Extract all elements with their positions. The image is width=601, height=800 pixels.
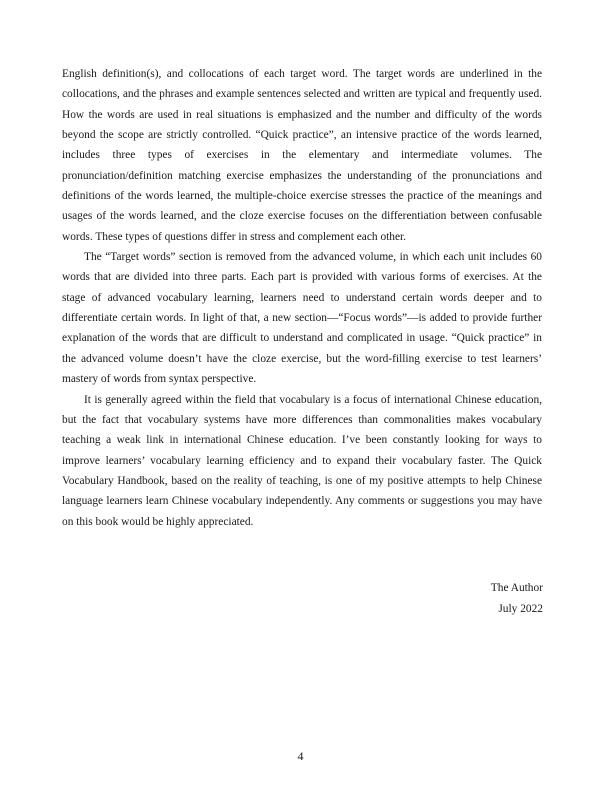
paragraph: The “Target words” section is removed from the advanced volume, in which each unit includes 60 words that are divided into three parts. Each part is provided with various forms of exercises. At the stage of advanced vocabulary learning, learners need to understand certain words deeper and to differentiate certain words. In light of that, a new section—“Focus words”—is added to provide further explanation of the words that are difficult to understand and complicated in usage. “Quick practice” in the advanced volume doesn’t have the cloze exercise, but the word-filling exercise to test learners’ mastery of words from syntax perspective. <box>62 251 542 386</box>
page-number: 4 <box>297 749 304 763</box>
signature-author: The Author <box>490 582 543 594</box>
signature-date: July 2022 <box>498 603 543 615</box>
paragraph: It is generally agreed within the field that vocabulary is a focus of international Chinese education, but the fact that vocabulary systems have more differences than commonalities makes vocabulary teaching a weak link in international Chinese education. I’ve been constantly looking for ways to improve learners’ vocabulary learning efficiency and to expand their vocabulary faster. The Quick Vocabulary Handbook, based on the reality of teaching, is one of my positive attempts to help Chinese language learners learn Chinese vocabulary independently. Any comments or suggestions you may have on this book would be highly appreciated. <box>62 393 542 528</box>
signature-block <box>491 578 543 620</box>
paragraph: English definition(s), and collocations of each target word. The target words are underlined in the collocations, and the phrases and example sentences selected and written are typical and frequently used. How the words are used in real situations is emphasized and the number and difficulty of the words beyond the scope are strictly controlled. “Quick practice”, an intensive practice of the words learned, includes three types of exercises in the elementary and intermediate volumes. The pronunciation/definition matching exercise emphasizes the understanding of the pronunciations and definitions of the words learned, the multiple-choice exercise stresses the practice of the meanings and usages of the words learned, and the cloze exercise focuses on the differentiation between confusable words. These types of questions differ in stress and complement each other. <box>62 68 542 243</box>
body-text <box>62 64 542 532</box>
